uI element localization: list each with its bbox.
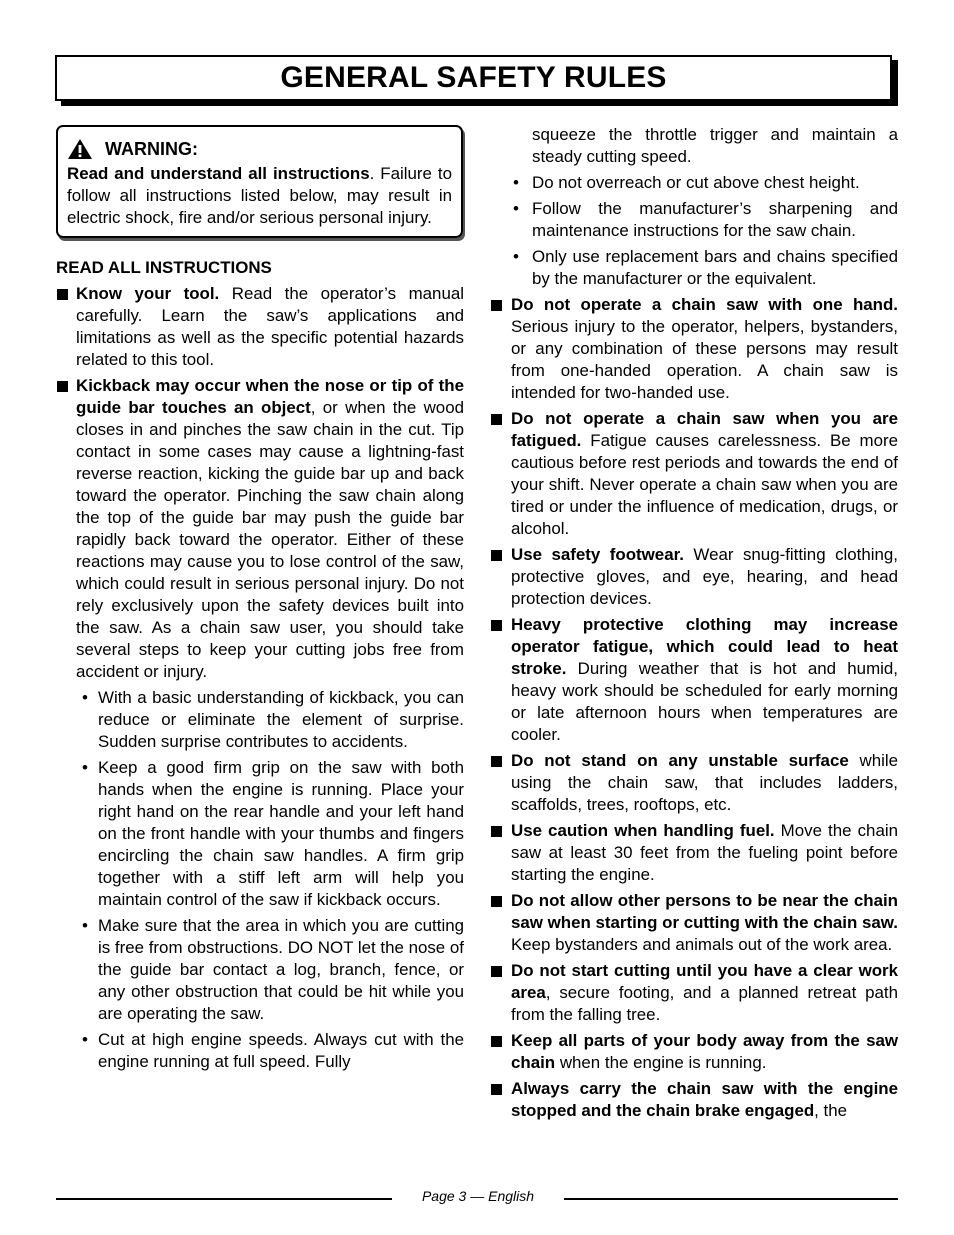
warning-body: . Failure to follow all instructions listed below, may result in electric shock, fire and/or serious personal injury. bbox=[67, 164, 452, 227]
rule-bold: Use safety footwear. bbox=[511, 545, 684, 564]
rule-item bbox=[490, 1078, 898, 1122]
sub-item bbox=[56, 757, 464, 911]
square-bullet-icon bbox=[491, 826, 502, 837]
rule-text: Read the operator’s manual carefully. Learn the saw’s applications and limitations as well as the specific potential hazards related to this tool. bbox=[76, 284, 464, 369]
warning-box bbox=[56, 125, 463, 238]
sub-item bbox=[56, 1029, 464, 1073]
rule-text: , the bbox=[814, 1101, 848, 1120]
bullet-dot-icon: • bbox=[82, 758, 88, 777]
rule-bold: Use caution when handling fuel. bbox=[511, 821, 775, 840]
rule-text: , secure footing, and a planned retreat path from the falling tree. bbox=[511, 983, 898, 1024]
rule-item bbox=[490, 1030, 898, 1074]
rule-bold: Heavy protective clothing may increase operator fatigue, which could lead to heat stroke. bbox=[511, 615, 898, 678]
rule-item bbox=[490, 960, 898, 1026]
rule-item bbox=[490, 820, 898, 886]
footer-rule-right bbox=[564, 1198, 898, 1200]
sub-item-text: With a basic understanding of kickback, you can reduce or eliminate the element of surprise. Sudden surprise contributes to accidents. bbox=[98, 688, 464, 751]
bullet-dot-icon: • bbox=[513, 173, 519, 192]
rule-text: Move the chain saw at least 30 feet from the fueling point before starting the engine. bbox=[511, 821, 898, 884]
rule-text: , or when the wood closes in and pinches the saw chain in the cut. Tip contact in some cases may cause a lightning-fast reverse reaction, kicking the guide bar up and back toward the operator. Pinching the saw chain along the top of the guide bar may push the guide bar rapidly back toward the operator. Either of these reactions may cause you to lose control of the saw, which could result in serious personal injury. Do not rely exclusively upon the safety devices built into the saw. As a chain saw user, you should take several steps to keep your cutting jobs free from accident or injury. bbox=[76, 398, 464, 681]
rule-item bbox=[490, 408, 898, 540]
square-bullet-icon bbox=[491, 756, 502, 767]
square-bullet-icon bbox=[491, 966, 502, 977]
sub-item-text: Keep a good firm grip on the saw with both hands when the engine is running. Place your right hand on the rear handle and your left hand on the front handle with your thumbs and fingers encircling the chain saw handles. A firm grip together with a stiff left arm will help you maintain control of the saw if kickback occurs. bbox=[98, 758, 464, 909]
rule-bold: Always carry the chain saw with the engine stopped and the chain brake engaged bbox=[511, 1079, 898, 1120]
rule-text: Keep bystanders and animals out of the work area. bbox=[511, 935, 893, 954]
rule-item bbox=[490, 750, 898, 816]
square-bullet-icon bbox=[57, 289, 68, 300]
rule-item bbox=[490, 544, 898, 610]
bullet-dot-icon: • bbox=[82, 916, 88, 935]
left-column bbox=[56, 125, 464, 1077]
sub-item-text: Follow the manufacturer’s sharpening and maintenance instructions for the saw chain. bbox=[532, 199, 898, 240]
square-bullet-icon bbox=[491, 1036, 502, 1047]
bullet-dot-icon: • bbox=[82, 1030, 88, 1049]
sub-item-text: Do not overreach or cut above chest height. bbox=[532, 173, 860, 192]
rule-bold: Do not operate a chain saw when you are fatigued. bbox=[511, 409, 898, 450]
rule-text: During weather that is hot and humid, heavy work should be scheduled for early morning or late afternoon hours when temperatures are cooler. bbox=[511, 659, 898, 744]
rule-item bbox=[56, 375, 464, 683]
warning-label: WARNING: bbox=[105, 139, 198, 159]
page-title: GENERAL SAFETY RULES bbox=[280, 61, 667, 94]
rule-bold: Do not start cutting until you have a clear work area bbox=[511, 961, 898, 1002]
rule-bold: Kickback may occur when the nose or tip of the guide bar touches an object bbox=[76, 376, 464, 417]
footer-page-label: Page 3 — English bbox=[421, 1188, 535, 1204]
continued-text: squeeze the throttle trigger and maintain a steady cutting speed. bbox=[532, 125, 898, 166]
bullet-dot-icon: • bbox=[513, 199, 519, 218]
right-column bbox=[490, 124, 898, 1126]
sub-item-text: Only use replacement bars and chains specified by the manufacturer or the equivalent. bbox=[532, 247, 898, 288]
sub-item-text: Cut at high engine speeds. Always cut with the engine running at full speed. Fully bbox=[98, 1030, 464, 1071]
rule-bold: Keep all parts of your body away from the saw chain bbox=[511, 1031, 898, 1072]
warning-triangle-icon bbox=[67, 138, 93, 160]
warning-text bbox=[67, 163, 452, 229]
square-bullet-icon bbox=[491, 550, 502, 561]
square-bullet-icon bbox=[491, 620, 502, 631]
sub-item bbox=[490, 246, 898, 290]
sub-item bbox=[56, 687, 464, 753]
sub-item bbox=[490, 198, 898, 242]
warning-bold: Read and understand all instructions bbox=[67, 164, 370, 183]
footer-rule-left bbox=[56, 1198, 392, 1200]
page-footer bbox=[56, 1188, 898, 1208]
rule-text: when the engine is running. bbox=[555, 1053, 767, 1072]
square-bullet-icon bbox=[491, 896, 502, 907]
square-bullet-icon bbox=[491, 414, 502, 425]
sub-item-text: Make sure that the area in which you are cutting is free from obstructions. DO NOT let the nose of the guide bar contact a log, branch, fence, or any other obstruction that could be hit while you are operating the saw. bbox=[98, 916, 464, 1023]
square-bullet-icon bbox=[491, 300, 502, 311]
rule-text: Serious injury to the operator, helpers, bystanders, or any combination of these persons may result from one-handed operation. A chain saw is intended for two-handed use. bbox=[511, 317, 898, 402]
rule-item bbox=[490, 890, 898, 956]
sub-item bbox=[490, 172, 898, 194]
section-heading: READ ALL INSTRUCTIONS bbox=[56, 258, 272, 277]
rule-item bbox=[490, 614, 898, 746]
rule-bold: Know your tool. bbox=[76, 284, 220, 303]
rule-text: Fatigue causes carelessness. Be more cautious before rest periods and towards the end of your shift. Never operate a chain saw when you are tired or under the influence of medication, drugs, or alcohol. bbox=[511, 431, 898, 538]
bullet-dot-icon: • bbox=[513, 247, 519, 266]
rule-bold: Do not operate a chain saw with one hand. bbox=[511, 295, 898, 314]
rule-item bbox=[56, 283, 464, 371]
rule-bold: Do not stand on any unstable surface bbox=[511, 751, 849, 770]
square-bullet-icon bbox=[57, 381, 68, 392]
title-banner bbox=[55, 55, 892, 101]
rule-bold: Do not allow other persons to be near the chain saw when starting or cutting with the chain saw. bbox=[511, 891, 898, 932]
rule-text: while using the chain saw, that includes ladders, scaffolds, trees, rooftops, etc. bbox=[511, 751, 898, 814]
square-bullet-icon bbox=[491, 1084, 502, 1095]
sub-item bbox=[56, 915, 464, 1025]
rule-text: Wear snug-fitting clothing, protective gloves, and eye, hearing, and head protection devices. bbox=[511, 545, 898, 608]
bullet-dot-icon: • bbox=[82, 688, 88, 707]
warning-heading bbox=[67, 138, 452, 160]
rule-item bbox=[490, 294, 898, 404]
